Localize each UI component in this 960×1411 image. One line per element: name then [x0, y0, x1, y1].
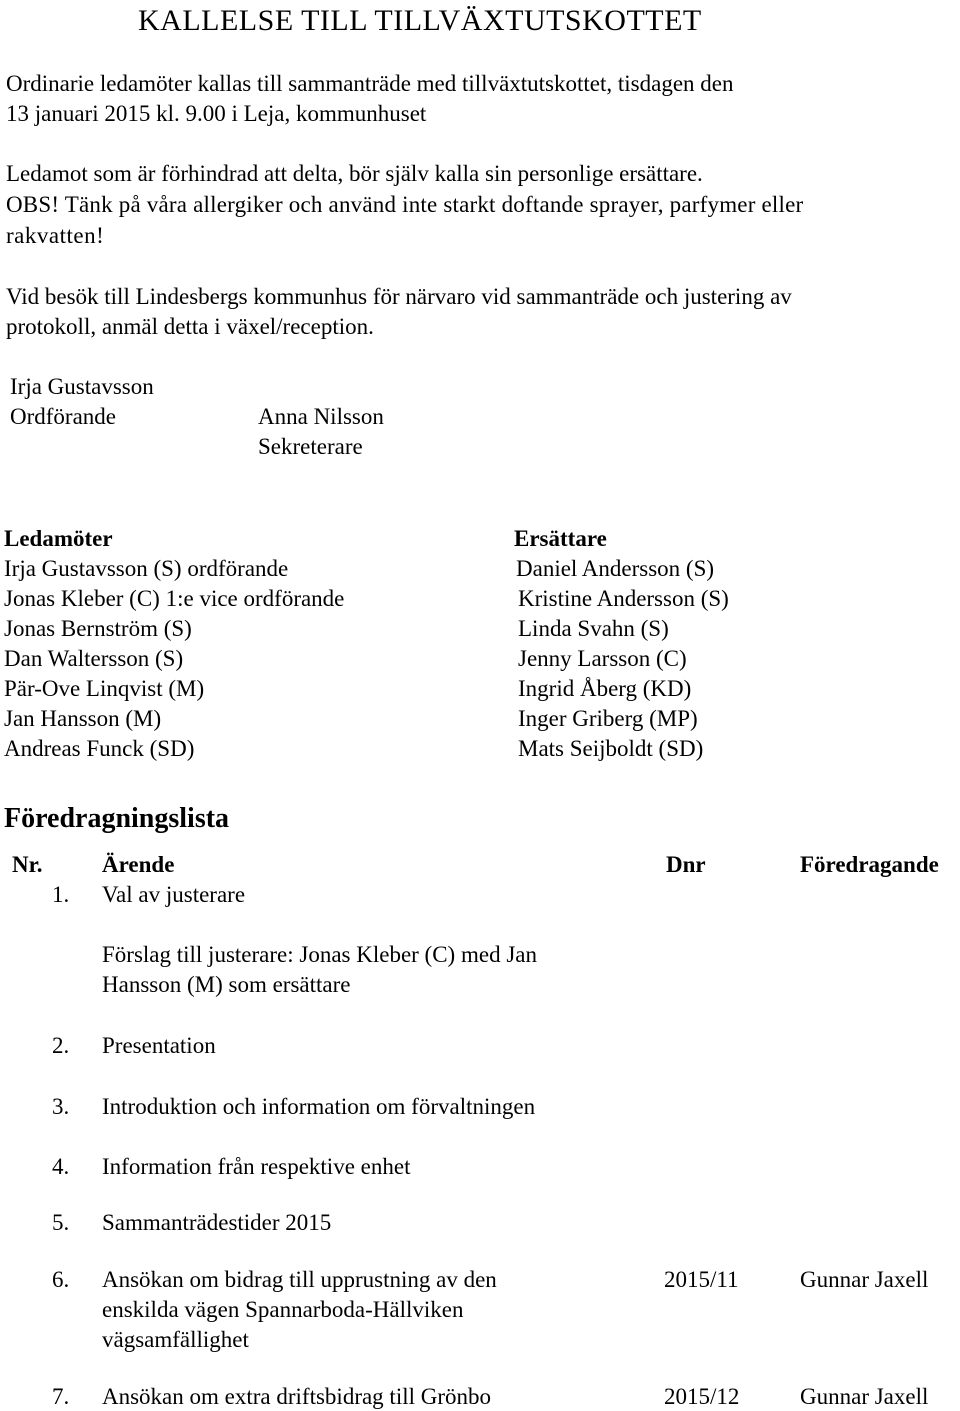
agenda-item-matter: Sammanträdestider 2015	[102, 1210, 332, 1235]
agenda-item-matter: Förslag till justerare: Jonas Kleber (C) med Jan	[102, 942, 537, 967]
secretary-role: Sekreterare	[258, 434, 363, 459]
chair-role: Ordförande	[10, 404, 117, 429]
substitute-item: Ingrid Åberg (KD)	[518, 676, 692, 701]
intro-line-1: Ordinarie ledamöter kallas till sammanträde med tillväxtutskottet, tisdagen den	[6, 71, 734, 96]
member-item: Andreas Funck (SD)	[4, 736, 195, 761]
agenda-col-matter: Ärende	[102, 852, 175, 877]
members-header: Ledamöter	[4, 526, 113, 551]
visit-line-2: protokoll, anmäl detta i växel/reception.	[6, 314, 374, 339]
agenda-item-matter: Introduktion och information om förvaltningen	[102, 1094, 536, 1119]
agenda-col-nr: Nr.	[12, 852, 43, 877]
agenda-item-nr: 5.	[52, 1210, 70, 1235]
obs-line-2: rakvatten!	[6, 223, 105, 248]
member-item: Jonas Bernström (S)	[4, 616, 192, 641]
agenda-col-presenter: Föredragande	[800, 852, 939, 877]
substitutes-header: Ersättare	[514, 526, 607, 551]
agenda-item-matter: enskilda vägen Spannarboda-Hällviken	[102, 1297, 464, 1322]
substitute-item: Inger Griberg (MP)	[518, 706, 698, 731]
agenda-item-matter: Ansökan om extra driftsbidrag till Grönbo	[102, 1384, 492, 1409]
agenda-heading: Föredragningslista	[4, 803, 230, 834]
agenda-item-nr: 4.	[52, 1154, 70, 1179]
agenda-col-dnr: Dnr	[666, 852, 706, 877]
agenda-item-presenter: Gunnar Jaxell	[800, 1384, 929, 1409]
agenda-item-nr: 6.	[52, 1267, 70, 1292]
agenda-item-nr: 7.	[52, 1384, 70, 1409]
chair-name: Irja Gustavsson	[10, 374, 154, 399]
member-item: Pär-Ove Linqvist (M)	[4, 676, 205, 701]
substitute-item: Jenny Larsson (C)	[518, 646, 687, 671]
member-item: Jonas Kleber (C) 1:e vice ordförande	[4, 586, 345, 611]
agenda-item-matter: Information från respektive enhet	[102, 1154, 411, 1179]
agenda-item-nr: 2.	[52, 1033, 70, 1058]
substitute-item: Kristine Andersson (S)	[518, 586, 729, 611]
agenda-item-nr: 3.	[52, 1094, 70, 1119]
substitute-item: Daniel Andersson (S)	[516, 556, 715, 581]
obs-line-1: OBS! Tänk på våra allergiker och använd inte starkt doftande sprayer, parfymer eller	[6, 192, 804, 217]
agenda-item-matter: Hansson (M) som ersättare	[102, 972, 351, 997]
substitute-note: Ledamot som är förhindrad att delta, bör själv kalla sin personlige ersättare.	[6, 161, 703, 186]
member-item: Irja Gustavsson (S) ordförande	[4, 556, 289, 581]
substitute-item: Linda Svahn (S)	[518, 616, 669, 641]
agenda-item-matter: Ansökan om bidrag till upprustning av den	[102, 1267, 497, 1292]
substitute-item: Mats Seijboldt (SD)	[518, 736, 704, 761]
secretary-name: Anna Nilsson	[258, 404, 384, 429]
agenda-item-matter: Val av justerare	[102, 882, 246, 907]
agenda-item-matter: Presentation	[102, 1033, 216, 1058]
agenda-item-nr: 1.	[52, 882, 70, 907]
agenda-item-dnr: 2015/12	[664, 1384, 740, 1409]
agenda-item-presenter: Gunnar Jaxell	[800, 1267, 929, 1292]
agenda-item-matter: vägsamfällighet	[102, 1327, 249, 1352]
member-item: Jan Hansson (M)	[4, 706, 162, 731]
member-item: Dan Waltersson (S)	[4, 646, 184, 671]
agenda-item-dnr: 2015/11	[664, 1267, 739, 1292]
document-title: KALLELSE TILL TILLVÄXTUTSKOTTET	[138, 4, 702, 37]
visit-line-1: Vid besök till Lindesbergs kommunhus för närvaro vid sammanträde och justering av	[6, 284, 792, 309]
intro-line-2: 13 januari 2015 kl. 9.00 i Leja, kommunhuset	[6, 101, 427, 126]
